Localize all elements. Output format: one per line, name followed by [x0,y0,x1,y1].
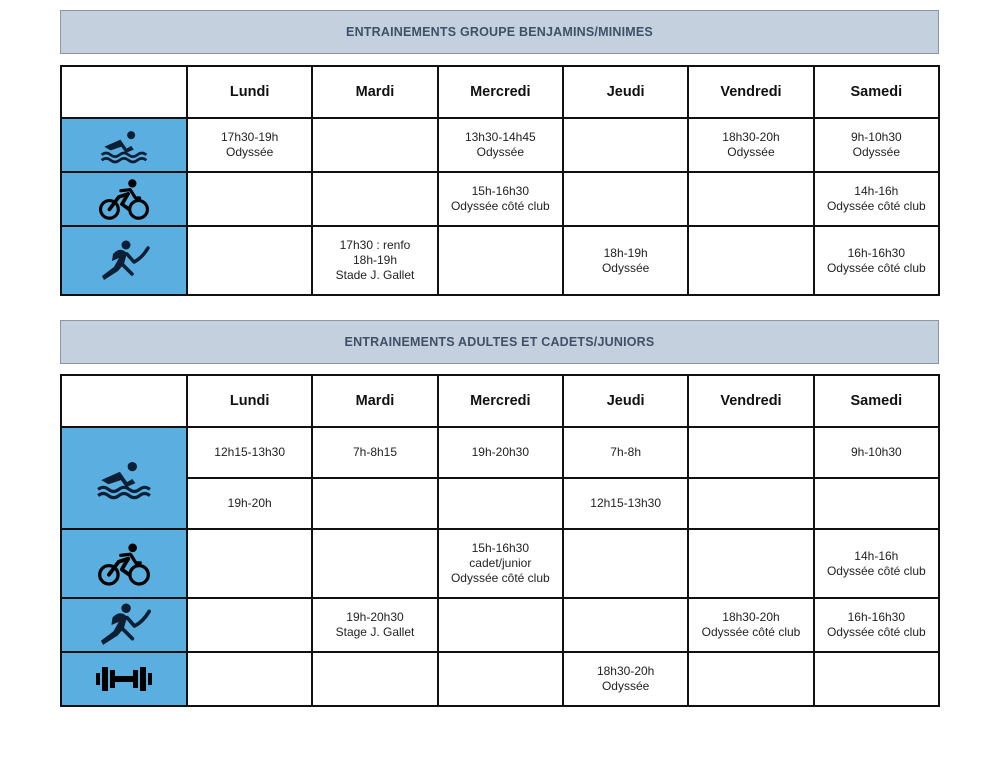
schedule-cell [438,118,563,172]
swimming-icon [99,125,149,165]
schedule-cell [563,478,688,529]
schedule-cell [688,529,813,598]
schedule-cell-text: 15h-16h30 cadet/junior Odyssée côté club [450,541,550,585]
running-icon-cell [61,226,187,295]
schedule-cell [312,172,437,226]
section2-title: ENTRAINEMENTS ADULTES ET CADETS/JUNIORS [60,320,939,364]
schedule-cell-text: 19h-20h [227,496,272,510]
schedule-cell-text: 12h15-13h30 [214,445,286,459]
schedule-cell [438,172,563,226]
schedule-cell-text: 16h-16h30 Odyssée côté club [826,610,926,639]
table-row-running [61,226,939,295]
cycling-icon-cell [61,172,187,226]
day-header: Mardi [312,375,437,427]
schedule-cell-text: 18h30-20h Odyssée [722,130,780,159]
schedule-cell-text: 18h30-20h Odyssée côté club [701,610,801,639]
table-header-row [61,375,939,427]
day-header: Mercredi [438,375,563,427]
table-row-swimming [61,118,939,172]
day-header: Samedi [814,66,939,118]
day-header: Samedi [814,375,939,427]
table-row-cycling [61,529,939,598]
schedule-cell-text: 7h-8h [610,445,641,459]
schedule-table-adultes [60,374,940,707]
schedule-cell [688,427,813,478]
table-row-swimming [61,427,939,478]
running-icon-cell [61,598,187,652]
schedule-table-benjamins [60,65,940,296]
day-header: Mardi [312,66,437,118]
schedule-cell-text: 7h-8h15 [352,445,398,459]
schedule-cell [438,478,563,529]
schedule-cell [814,598,939,652]
schedule-cell-text: 9h-10h30 [850,445,902,459]
schedule-cell [563,172,688,226]
schedule-cell [688,118,813,172]
schedule-cell [688,598,813,652]
running-icon [97,240,151,282]
schedule-cell [563,598,688,652]
table-row-cycling [61,172,939,226]
schedule-cell [187,598,312,652]
schedule-cell-text: 15h-16h30 Odyssée côté club [450,184,550,213]
schedule-cell [814,226,939,295]
schedule-cell [814,172,939,226]
day-header: Mercredi [438,66,563,118]
schedule-cell [438,598,563,652]
corner-cell [61,66,187,118]
schedule-cell [187,172,312,226]
table-header-row [61,66,939,118]
day-header: Vendredi [688,66,813,118]
schedule-cell [814,118,939,172]
schedule-cell [187,652,312,706]
schedule-cell-text: 19h-20h30 [471,445,530,459]
schedule-cell [563,652,688,706]
schedule-cell-text: 17h30-19h Odyssée [220,130,279,159]
schedule-cell [312,427,437,478]
schedule-cell [312,118,437,172]
day-header: Lundi [187,375,312,427]
schedule-cell [563,427,688,478]
schedule-cell [563,226,688,295]
swimming-icon [95,456,153,500]
schedule-cell [187,226,312,295]
schedule-cell-text: 16h-16h30 Odyssée côté club [826,245,926,275]
table-row-strength [61,652,939,706]
schedule-cell-text: 9h-10h30 Odyssée [850,130,902,159]
cycling-icon [98,178,150,220]
dumbbell-icon [95,663,153,695]
schedule-cell [187,427,312,478]
schedule-cell-text: 14h-16h Odyssée côté club [826,548,926,578]
day-header: Vendredi [688,375,813,427]
cycling-icon [97,542,151,586]
schedule-cell [187,118,312,172]
schedule-cell [563,529,688,598]
schedule-cell-text: 12h15-13h30 [590,496,662,510]
schedule-cell [312,478,437,529]
table-row-swimming-2 [61,478,939,529]
table-row-running [61,598,939,652]
running-icon [95,603,153,647]
schedule-cell [688,172,813,226]
schedule-cell [312,652,437,706]
schedule-cell [438,529,563,598]
schedule-cell [688,226,813,295]
schedule-cell-text: 19h-20h30 Stage J. Gallet [335,610,415,639]
section1-title: ENTRAINEMENTS GROUPE BENJAMINS/MINIMES [60,10,939,54]
schedule-cell [438,652,563,706]
day-header: Jeudi [563,375,688,427]
schedule-cell [814,652,939,706]
schedule-cell [312,529,437,598]
swimming-icon-cell [61,118,187,172]
schedule-cell [312,226,437,295]
dumbbell-icon-cell [61,652,187,706]
schedule-cell [688,652,813,706]
schedule-cell [438,427,563,478]
schedule-cell [187,478,312,529]
schedule-cell [312,598,437,652]
cycling-icon-cell [61,529,187,598]
schedule-cell [814,427,939,478]
day-header: Jeudi [563,66,688,118]
schedule-cell [688,478,813,529]
schedule-cell-text: 17h30 : renfo 18h-19h Stade J. Gallet [335,238,415,282]
schedule-cell-text: 18h-19h Odyssée [601,245,650,275]
day-header: Lundi [187,66,312,118]
schedule-cell [187,529,312,598]
schedule-cell-text: 18h30-20h Odyssée [596,664,655,693]
swimming-icon-cell [61,427,187,529]
schedule-cell [814,478,939,529]
schedule-cell-text: 14h-16h Odyssée côté club [826,184,926,213]
schedule-cell [563,118,688,172]
corner-cell [61,375,187,427]
schedule-cell-text: 13h30-14h45 Odyssée [464,130,536,159]
schedule-cell [814,529,939,598]
schedule-cell [438,226,563,295]
